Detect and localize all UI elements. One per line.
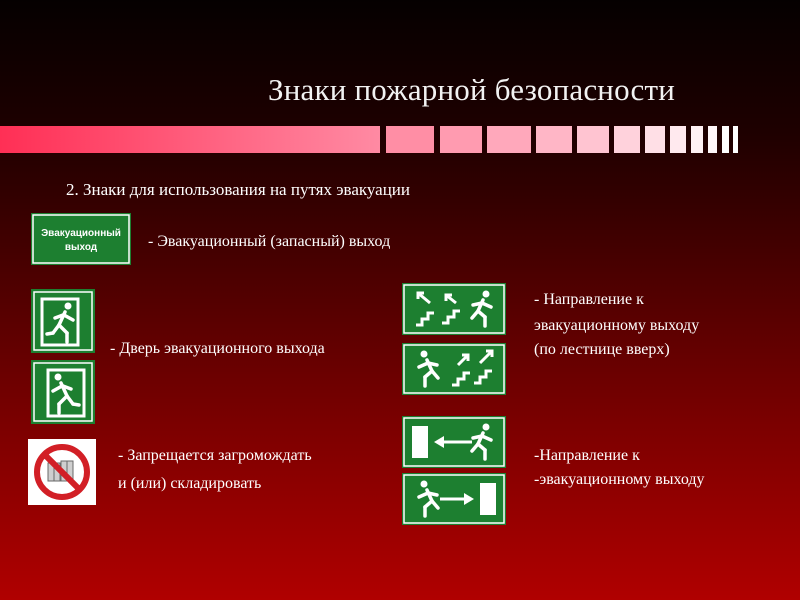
exit-door-sign-bottom bbox=[31, 360, 95, 424]
door-icon bbox=[412, 426, 428, 458]
stairs-label-line3: (по лестнице вверх) bbox=[534, 341, 670, 358]
emergency-exit-sign bbox=[31, 213, 131, 265]
direction-left-sign bbox=[402, 416, 506, 468]
stairs-up-sign-top bbox=[402, 283, 506, 335]
direction-label-line1: -Направление к bbox=[534, 447, 640, 464]
no-blocking-sign bbox=[28, 439, 96, 505]
direction-label-line2: -эвакуационному выходу bbox=[534, 471, 705, 488]
slide-title: Знаки пожарной безопасности bbox=[268, 72, 676, 107]
stairs-label-line2: эвакуационному выходу bbox=[534, 317, 700, 334]
decorative-stripe-bar bbox=[0, 126, 740, 153]
stairs-up-sign-bottom bbox=[402, 343, 506, 395]
exit-sign-text-line2: выход bbox=[64, 242, 98, 253]
stairs-label-line1: - Направление к bbox=[534, 291, 644, 308]
emergency-exit-label: - Эвакуационный (запасный) выход bbox=[148, 233, 391, 250]
section-subtitle: 2. Знаки для использования на путях эвакуации bbox=[66, 180, 410, 199]
no-blocking-label-line2: и (или) складировать bbox=[118, 475, 262, 492]
door-icon bbox=[480, 483, 496, 515]
direction-right-sign bbox=[402, 473, 506, 525]
exit-door-sign-top bbox=[31, 289, 95, 353]
exit-door-label: - Дверь эвакуационного выхода bbox=[110, 340, 325, 357]
no-blocking-label-line1: - Запрещается загромождать bbox=[118, 447, 312, 464]
exit-sign-text-line1: Эвакуационный bbox=[41, 228, 121, 239]
